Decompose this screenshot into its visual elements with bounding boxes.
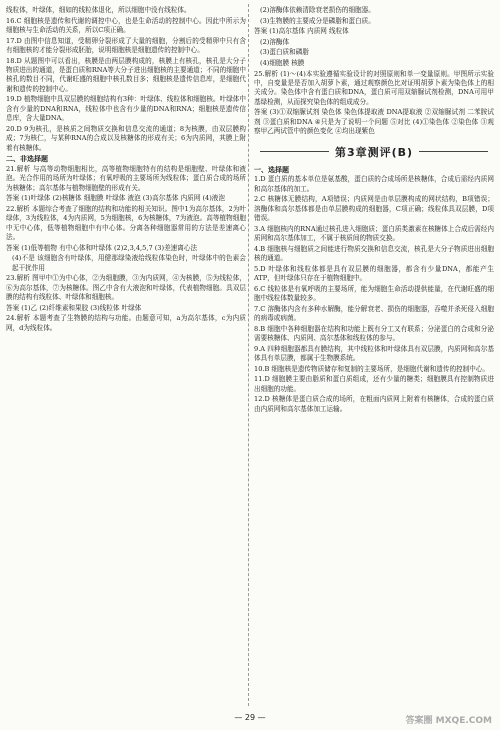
answer-paragraph: 23.解析 图甲中①为中心体，②为细胞膜，③为内质网，④为核膜，⑤为线粒体，⑥为高尔基体，⑦为核糖体。图乙中含有大液泡和叶绿体，代表植物细胞。具双层膜的结构有线粒体、叶绿体和细胞核。: [6, 274, 246, 302]
watermark-text: 答案圈 MXQE.COM: [405, 716, 492, 726]
answer-paragraph: (4)不是 该细胞含有叶绿体，用健那绿染液给线粒体染色时，叶绿体中的色素会起干扰作用: [12, 254, 246, 272]
answer-paragraph: 19.D 植物细胞中具双层膜的细胞结构有3种：叶绿体、线粒体和细胞核。叶绿体中含有少量的DNA和RNA，线粒体中也含有少量的DNA和RNA；细胞核是遗传信息库，含大量DNA。: [6, 95, 246, 123]
answer-paragraph: 5.D 叶绿体和线粒体都是具有双层膜的细胞器，都含有少量DNA，都能产生ATP，但叶绿体只存在于植物细胞中。: [254, 264, 494, 282]
answer-paragraph: (4)细胞膜 核膜: [260, 58, 305, 67]
answer-paragraph: 16.C 细胞核是遗传和代谢的调控中心，也是生命活动的控制中心。因此中所示为细胞核与生命活动的关系，所以C项正确。: [6, 16, 246, 34]
answer-paragraph: 答案 (3)①双缩脲试剂 染色体 染色体提取液 DNA提取液 ②双缩脲试剂 二苯胺试剂 ③蛋白质和DNA ④只是为了说明一个问题 ⑤对比 (4)①染色体 ②染色体 ③观察甲乙两试管中的颜色变化 ④均出现紫色: [254, 108, 494, 136]
banner-rule-left: [260, 151, 329, 152]
left-answer-list: [6, 6, 246, 333]
right-top-answer-list: [254, 6, 494, 137]
banner-rule-right: [419, 151, 488, 152]
answer-paragraph: 8.B 细胞中各种细胞器在结构和功能上既有分工又有联系；分泌蛋白的合成和分泌需要核糖体、内质网、高尔基体和线粒体的参与。: [254, 324, 494, 342]
answer-paragraph: 答案 (1)低等植物 有中心体和叶绿体 (2)2,3,4,5,7 (3)差速离心法: [6, 243, 198, 252]
answer-paragraph: 21.解析 与高等动物细胞相比，高等植物细胞特有的结构是细胞壁、叶绿体和液泡。光合作用的场所为叶绿体；有氧呼吸的主要场所为线粒体；蛋白质合成的场所为核糖体；高尔基体与植物细胞壁的形成有关。: [6, 164, 246, 192]
answer-paragraph: 10.B 细胞核是遗传物质储存和复制的主要场所，是细胞代谢和遗传的控制中心。: [254, 364, 490, 373]
answer-paragraph: 1.D 蛋白质的基本单位是氨基酸，蛋白质的合成场所是核糖体，合成后需经内质网和高尔基体的加工。: [254, 175, 494, 193]
answer-paragraph: 答案 (1)高尔基体 内质网 线粒体: [254, 27, 349, 36]
answer-paragraph: 11.D 细胞膜主要由脂质和蛋白质组成，还有少量的糖类；细胞膜具有控制物质进出细胞的功能。: [254, 375, 494, 393]
answer-paragraph: 7.C 溶酶体内含有多种水解酶，能分解衰老、损伤的细胞器，吞噬并杀死侵入细胞的病毒或病菌。: [254, 304, 494, 322]
answer-paragraph: 2.C 核糖体无膜结构，A项错误；内质网是由单层膜构成的网状结构，B项错误；溶酶体和高尔基体都是由单层膜构成的细胞器，C项正确；线粒体具双层膜，D项错误。: [254, 195, 494, 222]
answer-paragraph: 3.A 细胞核内的RNA通过核孔进入细胞质；蛋白质类激素在核糖体上合成后需经内质网和高尔基体加工，不属于核质间的物质交换。: [254, 224, 494, 242]
section-banner: [254, 143, 494, 161]
answer-paragraph: (3)蛋白质和磷脂: [260, 48, 309, 57]
answer-paragraph: 9.A 四种细胞器都具有膜结构，其中线粒体和叶绿体具有双层膜，内质网和高尔基体具有单层膜，都属于生物膜系统。: [254, 344, 494, 362]
section-title: 第3章测评(B): [334, 145, 414, 159]
page-number: — 29 —: [234, 713, 266, 722]
answer-paragraph: 二、非选择题: [6, 154, 48, 164]
answer-paragraph: (2)溶酶体依赖清除衰老损伤的细胞器。: [260, 6, 375, 14]
answer-paragraph: 25.解析 (1)～(4)本实验遵循实验设计的对照原则和单一变量原则。甲图所示实验中，自变量是是否加入胡萝卜素，通过观察颜色比对证明胡萝卜素为染色体上的相关成分。染色体中含有蛋白质和DNA，蛋白质可用双缩脲试剂检测，DNA可用甲基绿检测，从而探究染色体的组成成分。: [254, 69, 494, 106]
answer-paragraph: 12.D 核糖体是蛋白质合成的场所，在粗面内质网上附着有核糖体，合成的蛋白质由内质网和高尔基体加工运输。: [254, 395, 494, 413]
answer-paragraph: 6.C 线粒体是有氧呼吸的主要场所，能为细胞生命活动提供能量，在代谢旺盛的细胞中线粒体数量较多。: [254, 284, 494, 302]
answer-paragraph: 20.D 9为核孔，是核质之间物质交换和信息交流的通道；8为核膜，由双层膜构成；7为核仁，与某种RNA的合成以及核糖体的形成有关；6为内质网，其膜上附着有核糖体。: [6, 124, 246, 152]
answer-paragraph: 18.D 从题图中可以看出，核膜是由两层膜构成的，核膜上有核孔，核孔是大分子物质进出的通道，是蛋白质和RNA等大分子进出细胞核的主要通道；不同的细胞中核孔的数目不同，代谢旺盛的细胞中核孔数目多；细胞核是遗传信息库，是细胞代谢和遗传的控制中心。: [6, 56, 246, 93]
column-divider: [248, 4, 249, 706]
answer-paragraph: (2)溶酶体: [260, 37, 290, 46]
right-bottom-answer-list: [254, 165, 494, 414]
right-column: [254, 6, 494, 708]
answer-paragraph: 17.D 由图中信息知道，受精卵分裂形成了大量的细胞，分割后的受精卵中只有含有细胞核的才能分裂形成胚胎，说明细胞核是细胞遗传的控制中心。: [6, 36, 246, 54]
answer-paragraph: 答案 (1)乙 (2)纤维素和果胶 (3)线粒体 叶绿体: [6, 303, 142, 312]
answer-paragraph: 24.解析 本题考查了生物膜的结构与功能。由题意可知，a为高尔基体，c为内质网，d为线粒体。: [6, 314, 246, 332]
answer-paragraph: 4.B 细胞核与细胞质之间能进行物质交换和信息交流，核孔是大分子物质进出细胞核的通道。: [254, 244, 494, 262]
answer-paragraph: (3)生物膜的主要成分是磷脂和蛋白质。: [260, 16, 375, 25]
answer-paragraph: 答案 (1)叶绿体 (2)核糖体 细胞膜 叶绿体 液泡 (3)高尔基体 内质网 (4)液泡: [6, 194, 225, 203]
answer-paragraph: 22.解析 本题综合考查了细胞的结构和功能的相关知识。图中1为高尔基体，2为叶绿体，3为线粒体，4为内质网，5为细胞核，6为核糖体，7为液泡。高等植物细胞中无中心体，低等植物细胞中有中心体。分离各种细胞器常用的方法是差速离心法。: [6, 204, 246, 242]
answer-paragraph: 一、选择题: [254, 164, 289, 174]
watermark-logo: [396, 704, 492, 726]
answer-paragraph: 线粒体，叶绿体，细如的线粒体退化，所以细胞中没有线粒体。: [6, 6, 191, 14]
left-column: [6, 6, 246, 708]
